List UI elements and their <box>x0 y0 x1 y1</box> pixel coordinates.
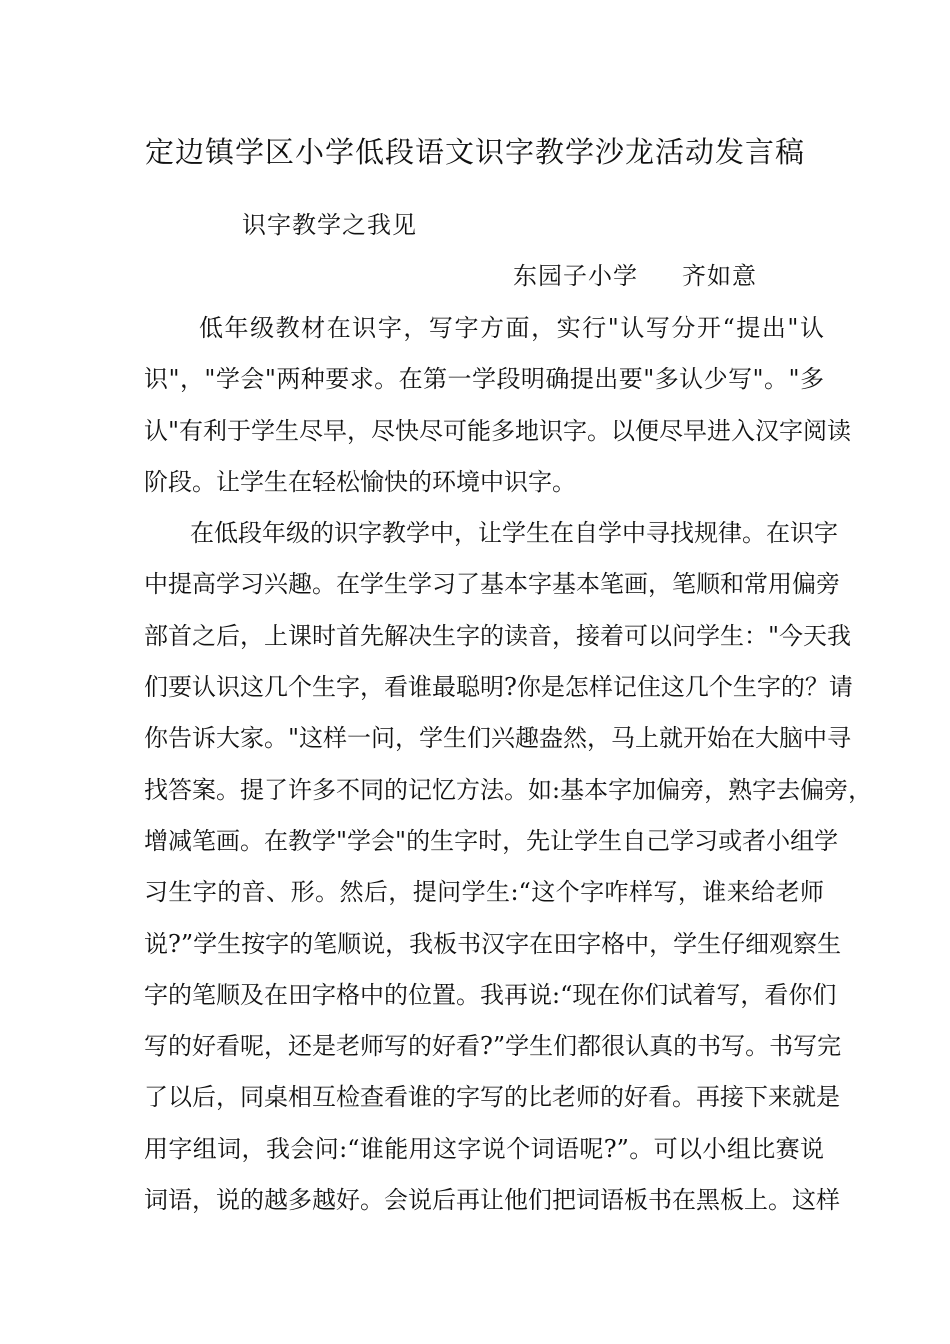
paragraph-2-line-5: 你告诉大家。"这样一问，学生们兴趣盎然，马上就开始在大脑中寻 <box>144 724 852 753</box>
paragraph-2-line-3: 部首之后，上课时首先解决生字的读音，接着可以问学生："今天我 <box>144 621 852 650</box>
paragraph-2-line-1: 在低段年级的识字教学中，让学生在自学中寻找规律。在识字 <box>190 519 838 548</box>
paragraph-2-line-7: 增减笔画。在教学"学会"的生字时，先让学生自己学习或者小组学 <box>144 826 839 855</box>
paragraph-2-line-4: 们要认识这几个生字，看谁最聪明?你是怎样记住这几个生字的？请 <box>144 673 853 702</box>
paragraph-2-line-12: 了以后，同桌相互检查看谁的字写的比老师的好看。再接下来就是 <box>144 1083 840 1112</box>
paragraph-2-line-6: 找答案。提了许多不同的记忆方法。如:基本字加偏旁，熟字去偏旁， <box>144 775 873 804</box>
paragraph-1-line-3: 认"有利于学生尽早，尽快尽可能多地识字。以便尽早进入汉字阅读 <box>144 416 852 445</box>
school-name: 东园子小学 <box>513 262 638 290</box>
paragraph-2-line-11: 写的好看呢，还是老师写的好看?”学生们都很认真的书写。书写完 <box>144 1032 842 1061</box>
paragraph-2-line-9: 说?”学生按字的笔顺说，我板书汉字在田字格中，学生仔细观察生 <box>144 929 842 958</box>
document-subtitle: 识字教学之我见 <box>242 211 417 239</box>
paragraph-1-line-2: 识"，"学会"两种要求。在第一学段明确提出要"多认少写"。"多 <box>144 365 824 394</box>
paragraph-1-line-4: 阶段。让学生在轻松愉快的环境中识字。 <box>144 467 576 496</box>
paragraph-2-line-13: 用字组词，我会问:“谁能用这字说个词语呢?”。可以小组比赛说 <box>144 1134 824 1163</box>
paragraph-1-line-1: 低年级教材在识字，写字方面，实行"认写分开“提出"认 <box>199 314 824 342</box>
document-title: 定边镇学区小学低段语文识字教学沙龙活动发言稿 <box>144 135 805 169</box>
paragraph-2-line-2: 中提高学习兴趣。在学生学习了基本字基本笔画，笔顺和常用偏旁 <box>144 570 840 599</box>
author-line <box>513 258 757 294</box>
author-name: 齐如意 <box>682 262 757 290</box>
paragraph-2-line-8: 习生字的音、形。然后，提问学生:“这个字咋样写，谁来给老师 <box>144 878 824 907</box>
body-text <box>144 303 873 1226</box>
paragraph-2-line-14: 词语，说的越多越好。会说后再让他们把词语板书在黑板上。这样 <box>144 1186 840 1215</box>
paragraph-2-line-10: 字的笔顺及在田字格中的位置。我再说:“现在你们试着写，看你们 <box>144 980 837 1009</box>
